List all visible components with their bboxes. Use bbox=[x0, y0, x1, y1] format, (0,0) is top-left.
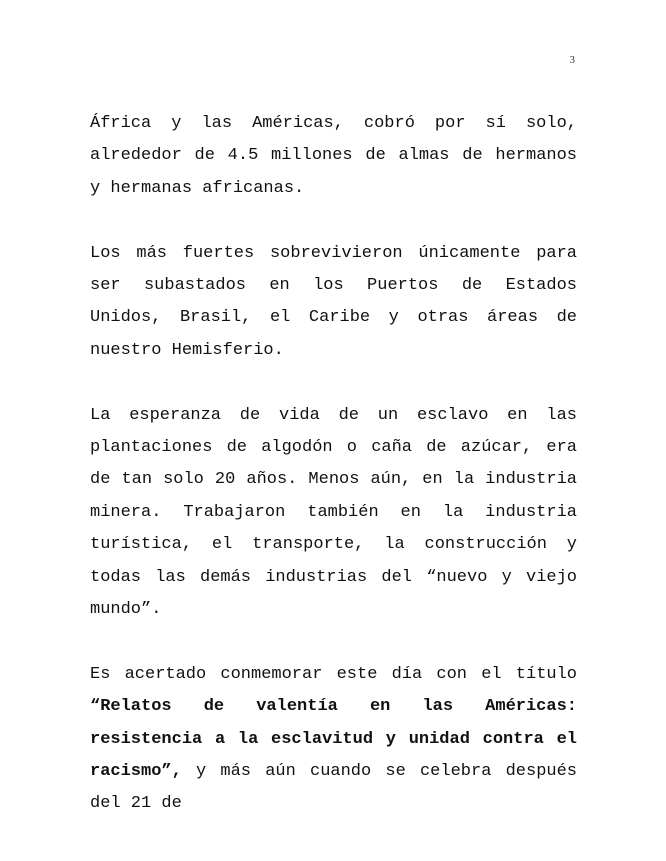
bold-title-text: “Relatos de valentía en las Américas: resistencia a la esclavitud y unidad contra el racismo”, bbox=[90, 697, 577, 782]
paragraph bbox=[90, 659, 577, 821]
document-body bbox=[90, 108, 577, 821]
paragraph-outro-text: y más aún cuando se celebra después del 21 de bbox=[90, 762, 577, 814]
paragraph: África y las Américas, cobró por sí solo, alrededor de 4.5 millones de almas de hermanos y hermanas africanas. bbox=[90, 114, 577, 198]
page-number: 3 bbox=[569, 54, 575, 66]
paragraph: La esperanza de vida de un esclavo en las plantaciones de algodón o caña de azúcar, era de tan solo 20 años. Menos aún, en la industria minera. Trabajaron también en la industria turística, el transporte, la construcción y todas las demás industrias del “nuevo y viejo mundo”. bbox=[90, 405, 577, 620]
paragraph: Los más fuertes sobrevivieron únicamente para ser subastados en los Puertos de Estados Unidos, Brasil, el Caribe y otras áreas de nuestro Hemisferio. bbox=[90, 243, 577, 360]
paragraph-intro-text: Es acertado conmemorar este día con el título bbox=[90, 664, 577, 684]
